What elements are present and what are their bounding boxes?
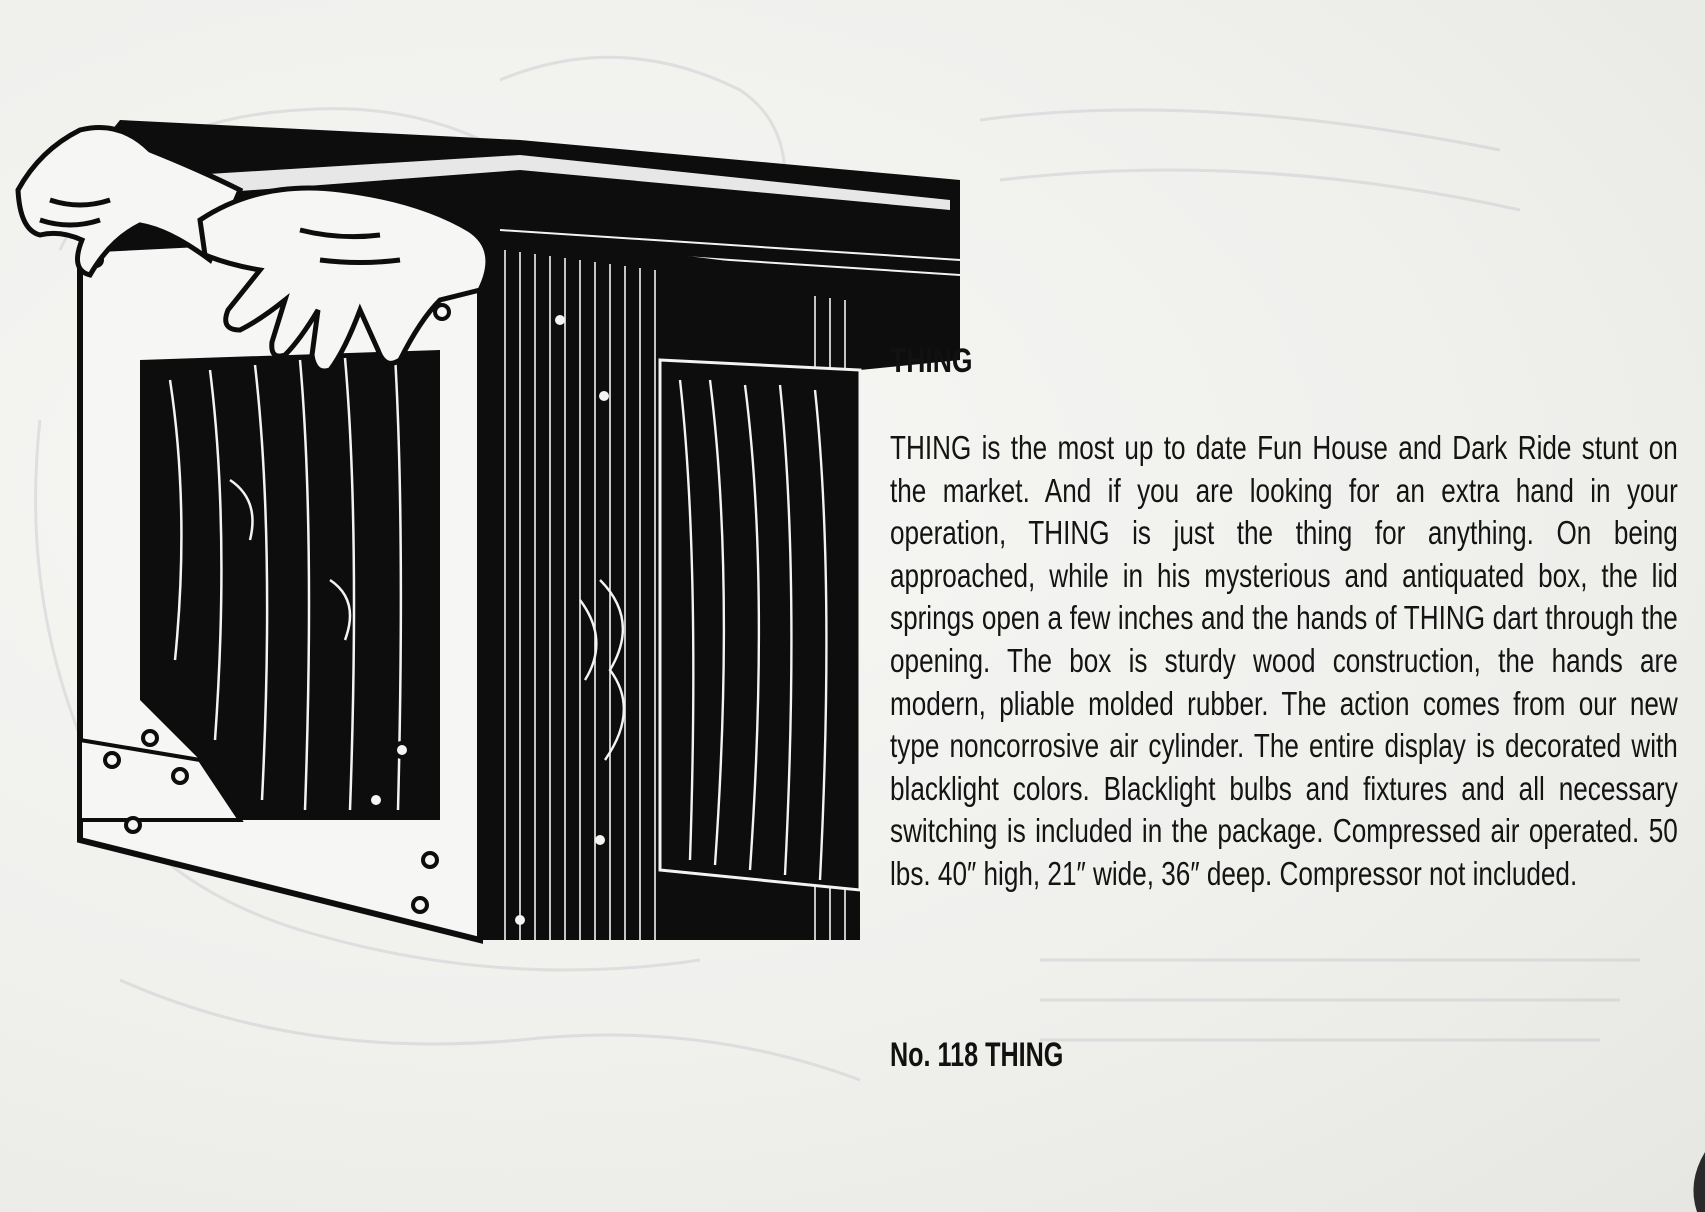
product-description: THING is the most up to date Fun House and Dark Ride stunt on the market. And if you are looking for an extra hand in your operation, THING is just the thing for anything. On being approached, while in his mysterious and antiquated box, the lid springs open a few inches and the hands of THING dart through the opening. The box is sturdy wood construction, the hands are modern, pliable molded rubber. The action comes from our new type noncorrosive air cylinder. The entire display is decorated with blacklight colors. Blacklight bulbs and fixtures and all necessary switching is included in the package. Compressed air operated. 50 lbs. 40″ high, 21″ wide, 36″ deep. Compressor not included. [890,430,1678,893]
thing-box-illustration [0,60,970,960]
product-title: THING [890,342,973,380]
catalog-number: No. 118 THING [890,1036,1064,1074]
page-corner-shadow [1675,1152,1705,1212]
